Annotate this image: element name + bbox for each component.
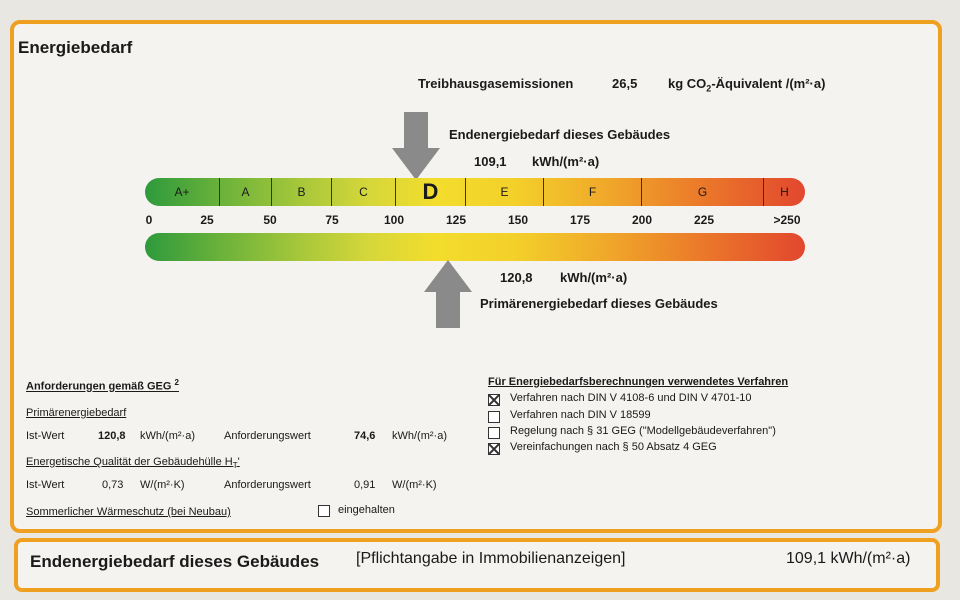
emissions-label: Treibhausgasemissionen: [418, 76, 574, 91]
summer-protection-checkbox[interactable]: [318, 505, 330, 517]
primary-req-value: 74,6: [354, 430, 376, 442]
scale-tick: 0: [145, 213, 153, 227]
class-cell: G: [641, 178, 763, 206]
emissions-unit: kg $CO_2$-Äquivalent /(m²·a): [668, 76, 826, 94]
class-cell: H: [763, 178, 805, 206]
scale-tick: 225: [693, 213, 715, 227]
scale-tick: 125: [445, 213, 467, 227]
class-cell: C: [331, 178, 395, 206]
class-cell-highlighted: D: [395, 178, 465, 206]
requirements-heading: Anforderungen gemäß GEG $^2$: [26, 378, 179, 393]
primaerenergie-unit: kWh/(m²·a): [560, 270, 628, 285]
primary-ist-unit: kWh/(m²·a): [140, 430, 195, 442]
endenergie-label: Endenergiebedarf dieses Gebäudes: [449, 127, 671, 142]
primary-energy-heading: Primärenergiebedarf: [26, 407, 127, 419]
summer-protection-heading: Sommerlicher Wärmeschutz (bei Neubau): [26, 506, 231, 518]
class-cell: A: [219, 178, 271, 206]
scale-tick: 150: [507, 213, 529, 227]
scale-tick: 25: [200, 213, 214, 227]
method-label: Regelung nach § 31 GEG ("Modellgebäudeverfahren"): [510, 425, 776, 437]
scale-tick: 100: [383, 213, 405, 227]
primary-ist-label: Ist-Wert: [26, 430, 65, 442]
class-cell: E: [465, 178, 543, 206]
envelope-heading: Energetische Qualität der Gebäudehülle $H_T'$: [26, 456, 240, 471]
primaerenergie-label: Primärenergiebedarf dieses Gebäudes: [480, 296, 718, 311]
emissions-value: 26,5: [612, 76, 638, 91]
scale-tick: 75: [325, 213, 339, 227]
scale-tick: 200: [631, 213, 653, 227]
endenergie-unit: kWh/(m²·a): [532, 154, 600, 169]
class-cell: A+: [174, 185, 190, 199]
envelope-req-unit: W/(m²·K): [392, 479, 437, 491]
method-checkbox-din18599[interactable]: [488, 411, 500, 423]
primaerenergie-value: 120,8: [500, 270, 533, 285]
envelope-ist-unit: W/(m²·K): [140, 479, 185, 491]
method-label: Verfahren nach DIN V 4108-6 und DIN V 4701-10: [510, 392, 752, 404]
method-checkbox-din4108[interactable]: [488, 394, 500, 406]
footer-value: 109,1 kWh/(m²·a): [786, 550, 911, 567]
methods-heading: Für Energiebedarfsberechnungen verwendetes Verfahren: [488, 376, 789, 388]
primaerenergie-arrow-icon: [424, 260, 472, 328]
method-label: Vereinfachungen nach § 50 Absatz 4 GEG: [510, 441, 717, 453]
footer-note: [Pflichtangabe in Immobilienanzeigen]: [356, 550, 626, 567]
scale-tick: >250: [773, 213, 801, 227]
endenergie-arrow-icon: [392, 112, 440, 180]
primary-energy-scale: [145, 233, 805, 261]
class-cell: B: [271, 178, 331, 206]
class-cell: F: [543, 178, 641, 206]
envelope-ist-value: 0,73: [102, 479, 124, 491]
method-checkbox-modell[interactable]: [488, 427, 500, 439]
primary-req-label: Anforderungswert: [224, 430, 311, 442]
envelope-req-label: Anforderungswert: [224, 479, 311, 491]
method-label: Verfahren nach DIN V 18599: [510, 409, 651, 421]
primary-req-unit: kWh/(m²·a): [392, 430, 447, 442]
envelope-req-value: 0,91: [354, 479, 376, 491]
scale-tick: 175: [569, 213, 591, 227]
summer-protection-label: eingehalten: [338, 504, 395, 516]
section-title: Energiebedarf: [18, 38, 133, 57]
primary-ist-value: 120,8: [98, 430, 126, 442]
endenergie-value: 109,1: [474, 154, 507, 169]
method-checkbox-vereinfachung[interactable]: [488, 443, 500, 455]
scale-tick: 50: [263, 213, 277, 227]
envelope-ist-label: Ist-Wert: [26, 479, 65, 491]
energy-class-scale: [145, 178, 805, 206]
footer-label: Endenergiebedarf dieses Gebäudes: [30, 552, 320, 571]
